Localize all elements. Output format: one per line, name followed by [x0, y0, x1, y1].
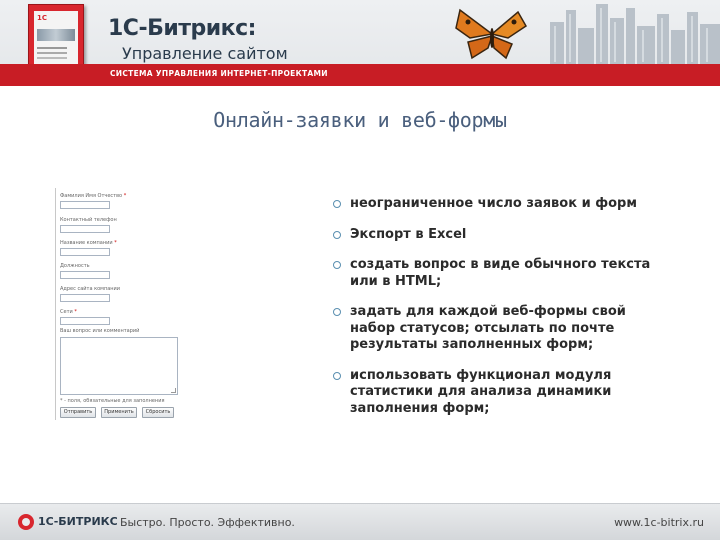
form-text-input — [60, 294, 110, 302]
list-item: неограниченное число заявок и форм — [333, 196, 663, 213]
form-field-label: Адрес сайта компании — [60, 286, 121, 292]
form-field-label: Должность — [60, 263, 90, 269]
form-required-note: * - поля, обязательные для заполнения — [60, 398, 165, 404]
form-text-input — [60, 248, 110, 256]
form-text-input — [60, 201, 110, 209]
butterfly-image — [452, 4, 532, 64]
form-apply-button: Применить — [101, 407, 137, 418]
header-tagline: СИСТЕМА УПРАВЛЕНИЯ ИНТЕРНЕТ-ПРОЕКТАМИ — [110, 69, 328, 78]
city-skyline-image — [520, 0, 720, 64]
form-field-label: Название компании * — [60, 240, 117, 246]
bullet-icon — [333, 308, 341, 316]
brand-title: 1С-Битрикс: — [108, 16, 256, 41]
brand-subtitle: Управление сайтом — [122, 44, 288, 63]
bullet-icon — [333, 200, 341, 208]
form-field-label: Контактный телефон — [60, 217, 117, 223]
web-form-screenshot — [55, 188, 298, 420]
list-item: создать вопрос в виде обычного текста или в HTML; — [333, 257, 663, 290]
form-submit-button: Отправить — [60, 407, 96, 418]
footer-logo: 1С-БИТРИКС — [38, 515, 118, 528]
form-field-label: Фамилия Имя Отчество * — [60, 193, 127, 199]
bitrix-logo-icon — [18, 514, 34, 530]
form-text-input — [60, 225, 110, 233]
bullet-icon — [333, 231, 341, 239]
form-textarea-label: Ваш вопрос или комментарий — [60, 328, 140, 334]
form-reset-button: Сбросить — [142, 407, 174, 418]
form-text-input — [60, 271, 110, 279]
list-item: Экспорт в Excel — [333, 227, 663, 244]
footer-slogan: Быстро. Просто. Эффективно. — [120, 516, 295, 529]
header-tagline-bar — [0, 64, 720, 86]
box-logo: 1С — [37, 14, 48, 22]
form-textarea — [60, 337, 178, 395]
footer-url[interactable]: www.1c-bitrix.ru — [614, 516, 704, 529]
form-text-input — [60, 317, 110, 325]
footer-bar — [0, 503, 720, 540]
list-item: задать для каждой веб-формы свой набор статусов; отсылать по почте результаты заполненных форм; — [333, 304, 663, 354]
feature-list — [333, 196, 663, 431]
list-item: использовать функционал модуля статистики для анализа динамики заполнения форм; — [333, 368, 663, 418]
bullet-icon — [333, 261, 341, 269]
slide-title: Онлайн-заявки и веб-формы — [213, 108, 507, 132]
bullet-icon — [333, 372, 341, 380]
header-banner — [0, 0, 720, 86]
form-field-label: Сети * — [60, 309, 77, 315]
resize-grip-icon — [171, 388, 176, 393]
